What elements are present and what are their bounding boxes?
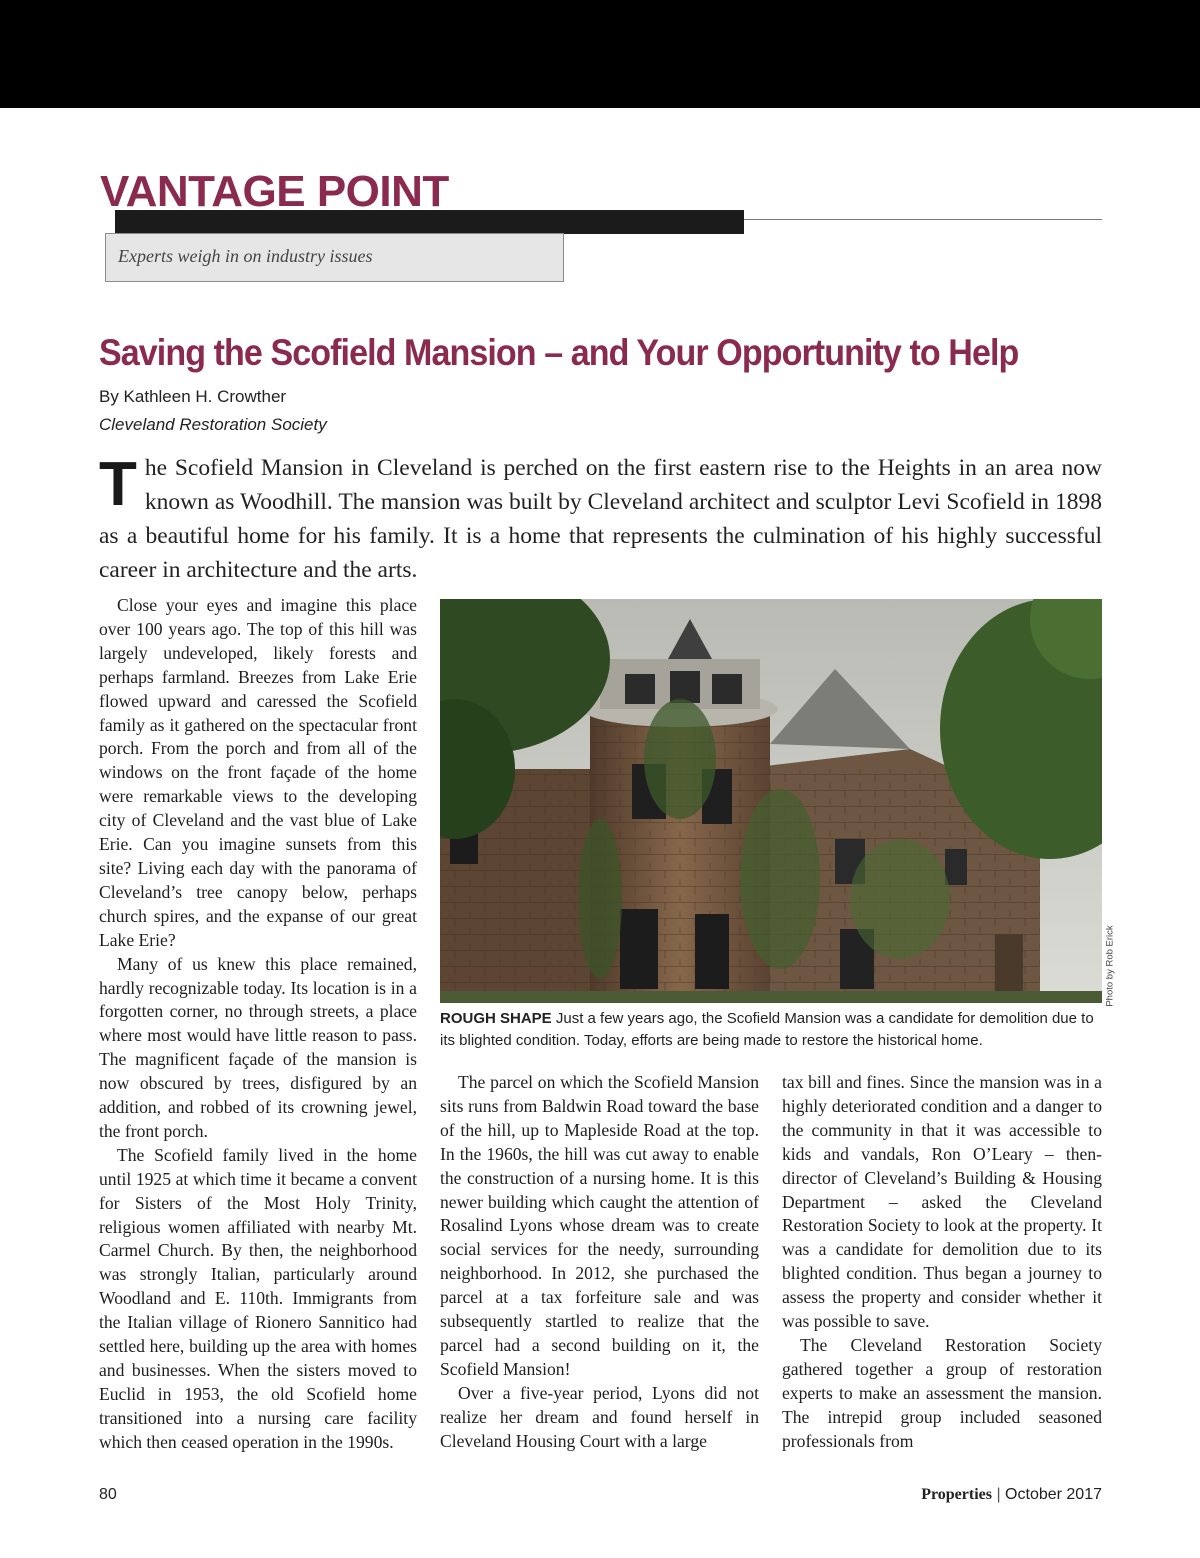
paragraph: Close your eyes and imagine this place over 100 years ago. The top of this hill was largely undeveloped, likely forests and perhaps farmland. Breezes from Lake Erie flowed upward and caressed the Scofield family as it gathered on the spectacular front porch. From the porch and from all of the windows on the front façade of the home were remarkable views to the developing city of Cleveland and the vast blue of Lake Erie. Can you imagine sunsets from this site? Living each day with the panorama of Cleveland’s tree canopy below, perhaps church spires, and the expanse of our great Lake Erie? — [99, 595, 417, 950]
photo-credit: Photo by Rob Erick — [1104, 925, 1116, 1007]
intro-text: he Scofield Mansion in Cleveland is perched on the first eastern rise to the Heights in an area now known as Woodhill. The mansion was built by Cleveland architect and sculptor Levi Scofield in 1898 as a beautiful home for his family. It is a home that represents the culmination of his highly successful career in architecture and the arts. — [99, 455, 1102, 583]
mansion-photo — [440, 599, 1102, 1003]
page-number: 80 — [99, 1486, 117, 1503]
footer-separator: | — [996, 1486, 1001, 1503]
drop-cap: T — [99, 450, 137, 519]
article-intro — [99, 451, 1102, 587]
photo-caption — [440, 1008, 1104, 1052]
author-affiliation: Cleveland Restoration Society — [99, 415, 327, 434]
section-title: VANTAGE POINT — [100, 167, 449, 216]
section-tagline-box — [105, 233, 564, 282]
footer-publication-info — [921, 1486, 1102, 1504]
paragraph: Many of us knew this place remained, hardly recognizable today. Its location is in a forgotten corner, no through streets, a place where most would have little reason to pass. The magnificent façade of the mansion is now obscured by trees, disfigured by an addition, and robbed of its crowning jewel, the front porch. — [99, 953, 417, 1141]
article-column-1 — [99, 594, 417, 1455]
caption-label: ROUGH SHAPE — [440, 1010, 552, 1027]
paragraph: tax bill and fines. Since the mansion was in a highly deteriorated condition and a danger to the community in that it was accessible to kids and vandals, Ron O’Leary – then-director of Cleveland’s Building & Housing Department – asked the Cleveland Restoration Society to look at the property. It was a candidate for demolition due to its blighted condition. Thus began a journey to assess the property and consider whether it was possible to save. — [782, 1072, 1102, 1332]
section-title-rule — [744, 219, 1102, 220]
paragraph: Over a five-year period, Lyons did not realize her dream and found herself in Cleveland Housing Court with a large — [440, 1382, 759, 1451]
article-headline: Saving the Scofield Mansion – and Your Opportunity to Help — [99, 332, 1019, 373]
mansion-illustration — [440, 599, 1102, 1003]
section-tagline: Experts weigh in on industry issues — [118, 246, 373, 266]
article-column-2 — [440, 1071, 759, 1454]
header-black-bar — [0, 0, 1200, 108]
article-byline: By Kathleen H. Crowther — [99, 387, 287, 406]
issue-date: October 2017 — [1005, 1486, 1102, 1503]
paragraph: The Scofield family lived in the home until 1925 at which time it became a convent for Sisters of the Most Holy Trinity, religious women affiliated with nearby Mt. Carmel Church. By then, the neighborhood was strongly Italian, particularly around Woodland and E. 110th. Immigrants from the Italian village of Rionero Sannitico had settled here, building up the area with homes and businesses. When the sisters moved to Euclid in 1953, the old Scofield home transitioned into a nursing care facility which then ceased operation in the 1990s. — [99, 1144, 417, 1452]
caption-text: Just a few years ago, the Scofield Mansion was a candidate for demolition due to its blighted condition. Today, efforts are being made to restore the historical home. — [440, 1010, 1094, 1049]
paragraph: The Cleveland Restoration Society gathered together a group of restoration experts to make an assessment the mansion. The intrepid group included seasoned professionals from — [782, 1334, 1102, 1451]
article-column-3 — [782, 1071, 1102, 1454]
paragraph: The parcel on which the Scofield Mansion sits runs from Baldwin Road toward the base of the hill, up to Mapleside Road at the top. In the 1960s, the hill was cut away to enable the construction of a nursing home. It is this newer building which caught the attention of Rosalind Lyons whose dream was to create social services for the needy, surrounding neighborhood. In 2012, she purchased the parcel at a tax forfeiture sale and was subsequently startled to realize that the parcel had a second building on it, the Scofield Mansion! — [440, 1072, 759, 1379]
publication-name: Properties — [921, 1486, 992, 1503]
